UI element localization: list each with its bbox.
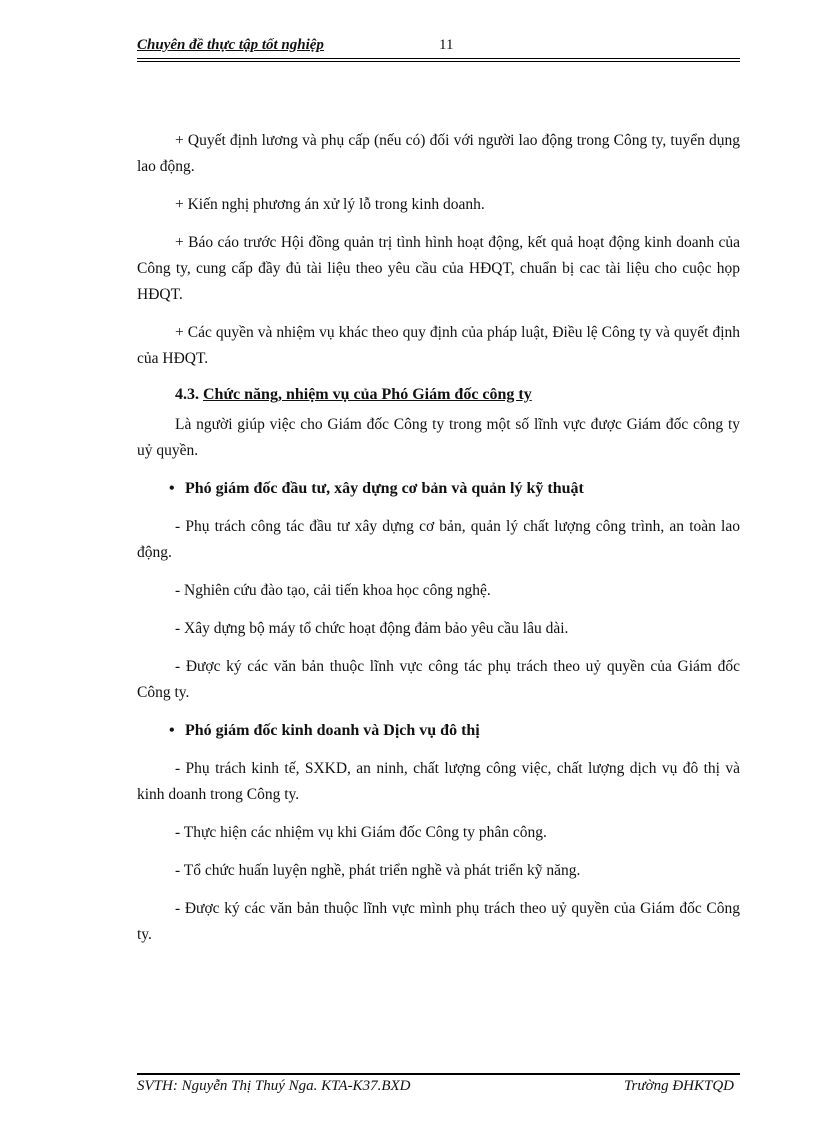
paragraph-loss-handling: + Kiến nghị phương án xử lý lỗ trong kinh doanh.	[175, 196, 485, 213]
page-footer	[137, 1078, 740, 1100]
footer-school: Trường ĐHKTQD	[624, 1078, 734, 1094]
list-item: - Nghiên cứu đào tạo, cải tiến khoa học công nghệ.	[175, 582, 491, 599]
header-title: Chuyên đề thực tập tốt nghiệp	[137, 37, 324, 53]
bullet-heading-investment	[137, 476, 740, 502]
footer-author: SVTH: Nguyễn Thị Thuý Nga. KTA-K37.BXD	[137, 1078, 411, 1094]
page-number: 11	[439, 37, 454, 53]
bullet-title: Phó giám đốc kinh doanh và Dịch vụ đô thị	[185, 722, 480, 739]
list-item: - Được ký các văn bản thuộc lĩnh vực mình phụ trách theo uỷ quyền của Giám đốc Công ty.	[137, 900, 740, 943]
section-title: Chức năng, nhiệm vụ của Phó Giám đốc công ty	[203, 386, 532, 403]
footer-rule	[137, 1073, 740, 1075]
list-item: - Xây dựng bộ máy tổ chức hoạt động đảm bảo yêu cầu lâu dài.	[175, 620, 569, 637]
paragraph-deputy-intro: Là người giúp việc cho Giám đốc Công ty trong một số lĩnh vực được Giám đốc công ty uỷ quyền.	[137, 416, 740, 459]
bullet-icon: •	[169, 480, 175, 497]
paragraph-salary: + Quyết định lương và phụ cấp (nếu có) đối với người lao động trong Công ty, tuyển dụng lao động.	[137, 132, 740, 175]
bullet-title: Phó giám đốc đầu tư, xây dựng cơ bản và quản lý kỹ thuật	[185, 480, 584, 497]
document-body	[137, 128, 740, 960]
list-item: - Được ký các văn bản thuộc lĩnh vực công tác phụ trách theo uỷ quyền của Giám đốc Công ty.	[137, 658, 740, 701]
paragraph-report: + Báo cáo trước Hội đồng quản trị tình hình hoạt động, kết quả hoạt động kinh doanh của Công ty, cung cấp đầy đủ tài liệu theo yêu cầu của HĐQT, chuẩn bị cac tài liệu cho cuộc họp HĐQT.	[137, 234, 740, 303]
section-number: 4.3.	[175, 386, 199, 403]
list-item: - Phụ trách công tác đầu tư xây dựng cơ bản, quản lý chất lượng công trình, an toàn lao động.	[137, 518, 740, 561]
header-rule-secondary	[137, 61, 740, 62]
header-rule	[137, 58, 740, 59]
bullet-icon: •	[169, 722, 175, 739]
list-item: - Thực hiện các nhiệm vụ khi Giám đốc Công ty phân công.	[175, 824, 547, 841]
list-item: - Phụ trách kinh tế, SXKD, an ninh, chất lượng công việc, chất lượng dịch vụ đô thị và kinh doanh trong Công ty.	[137, 760, 740, 803]
section-heading	[137, 382, 740, 408]
paragraph-other-rights: + Các quyền và nhiệm vụ khác theo quy định của pháp luật, Điều lệ Công ty và quyết định của HĐQT.	[137, 324, 740, 367]
bullet-heading-business	[137, 718, 740, 744]
list-item: - Tổ chức huấn luyện nghề, phát triển nghề và phát triển kỹ năng.	[175, 862, 581, 879]
